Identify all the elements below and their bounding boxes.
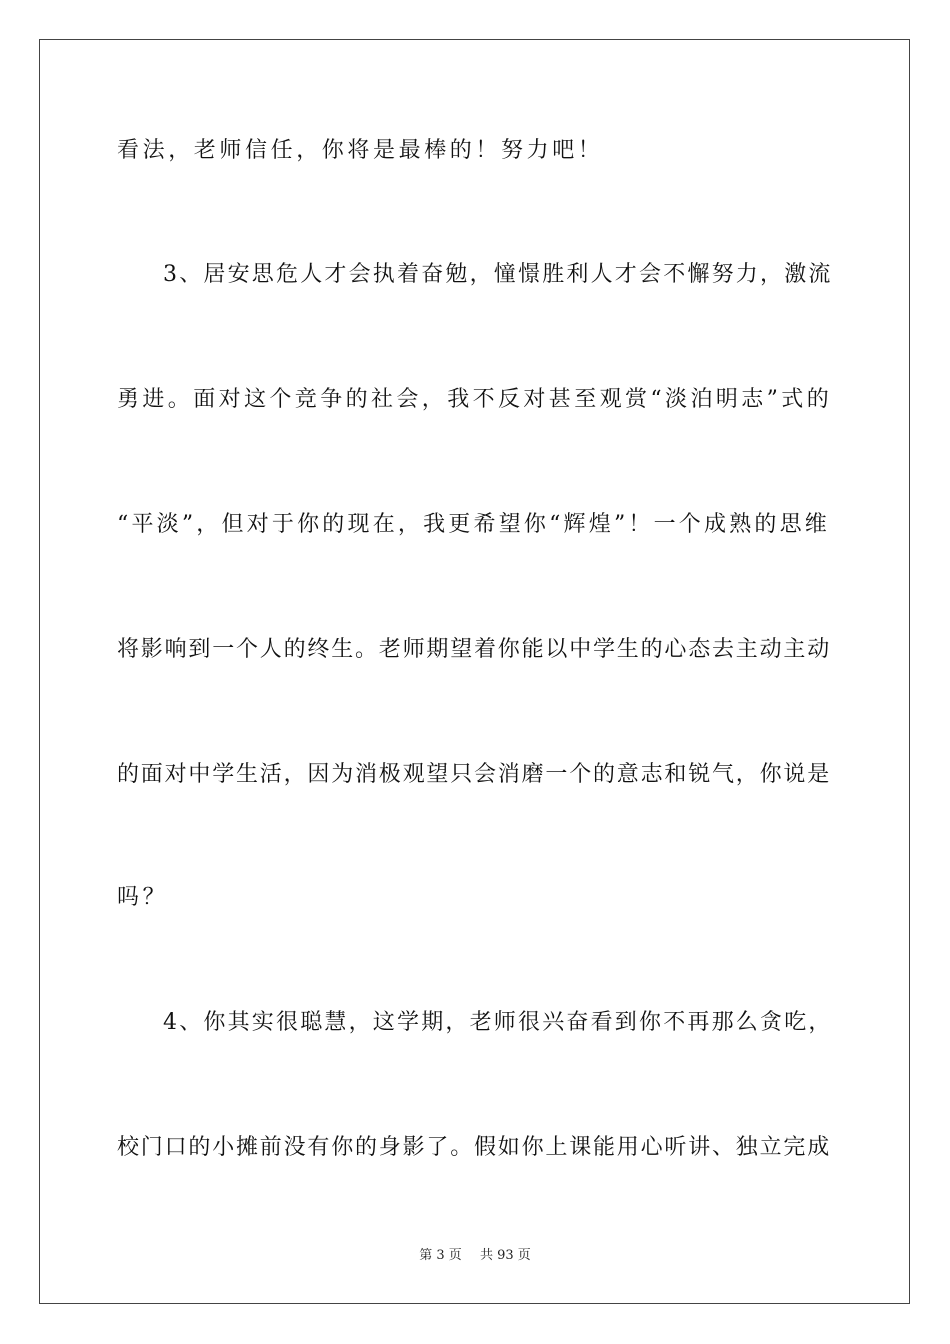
page-number: 第 3 页 (419, 1248, 462, 1263)
text-line-9: 校门口的小摊前没有你的身影了。假如你上课能用心听讲、独立完成 (117, 1135, 832, 1160)
page-border (39, 39, 910, 1304)
text-line-4: “平淡”，但对于你的现在，我更希望你“辉煌”！一个成熟的思维 (117, 512, 830, 537)
total-pages: 共 93 页 (479, 1248, 531, 1263)
text-line-8: 4、你其实很聪慧，这学期，老师很兴奋看到你不再那么贪吃， (163, 1010, 833, 1035)
text-line-5: 将影响到一个人的终生。老师期望着你能以中学生的心态去主动主动 (117, 637, 832, 662)
text-line-3: 勇进。面对这个竞争的社会，我不反对甚至观赏“淡泊明志”式的 (117, 387, 833, 412)
text-line-7: 吗？ (117, 885, 169, 910)
text-line-2: 3、居安思危人才会执着奋勉，憧憬胜利人才会不懈努力，激流 (163, 262, 833, 287)
page-footer (0, 1248, 950, 1264)
text-line-6: 的面对中学生活，因为消极观望只会消磨一个的意志和锐气，你说是 (117, 762, 832, 787)
text-line-1: 看法，老师信任，你将是最棒的！努力吧！ (117, 138, 604, 163)
